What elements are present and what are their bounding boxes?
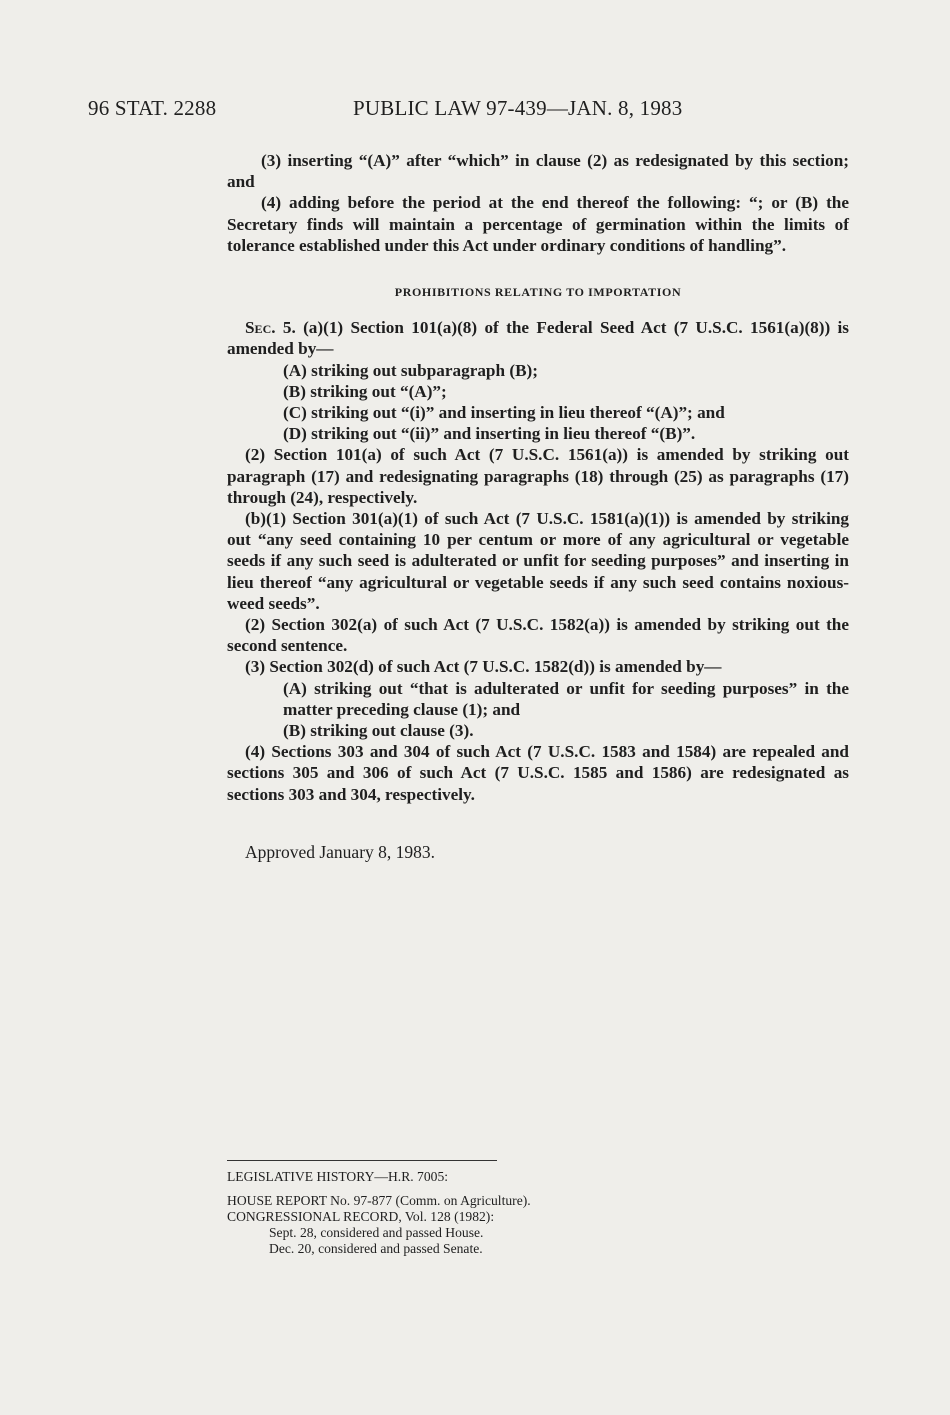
congressional-record: CONGRESSIONAL RECORD, Vol. 128 (1982): xyxy=(227,1209,495,1224)
clause-d: (D) striking out “(ii)” and inserting in lieu thereof “(B)”. xyxy=(283,424,696,444)
paragraph-a2: (2) Section 101(a) of such Act (7 U.S.C. 1561(a)) is amended by striking out paragraph (17) and redesignating paragraphs (18) through (25) as paragraphs (17) through (24), respectively. xyxy=(227,445,849,507)
paragraph-4: (4) adding before the period at the end thereof the following: “; or (B) the Secretary finds will maintain a percentage of germination within the limits of tolerance established under this Act under ordinary conditions of handling”. xyxy=(227,193,849,255)
clause-c: (C) striking out “(i)” and inserting in lieu thereof “(A)”; and xyxy=(283,403,725,423)
law-text xyxy=(227,150,849,805)
paragraph-b4: (4) Sections 303 and 304 of such Act (7 U.S.C. 1583 and 1584) are repealed and sections 305 and 306 of such Act (7 U.S.C. 1585 and 1586) are redesignated as sections 303 and 304, respectively. xyxy=(227,742,849,804)
public-law-title: PUBLIC LAW 97-439—JAN. 8, 1983 xyxy=(353,96,683,120)
paragraph-b2: (2) Section 302(a) of such Act (7 U.S.C. 1582(a)) is amended by striking out the second sentence. xyxy=(227,615,849,656)
paragraph-b3: (3) Section 302(d) of such Act (7 U.S.C. 1582(d)) is amended by— xyxy=(245,657,722,677)
approval-date: Approved January 8, 1983. xyxy=(245,842,436,862)
senate-passage: Dec. 20, considered and passed Senate. xyxy=(269,1241,483,1256)
section-5-intro xyxy=(227,317,849,359)
house-report: HOUSE REPORT No. 97-877 (Comm. on Agriculture). xyxy=(227,1193,531,1208)
paragraph-3: (3) inserting “(A)” after “which” in clause (2) as redesignated by this section; and xyxy=(227,151,849,192)
house-passage: Sept. 28, considered and passed House. xyxy=(269,1225,484,1240)
section-heading: PROHIBITIONS RELATING TO IMPORTATION xyxy=(394,285,682,300)
clause-a: (A) striking out subparagraph (B); xyxy=(283,360,538,380)
legislative-history-title: LEGISLATIVE HISTORY—H.R. 7005: xyxy=(227,1160,497,1185)
statute-page-number: 96 STAT. 2288 xyxy=(88,96,217,120)
legislative-history xyxy=(227,1160,747,1257)
page-header xyxy=(88,96,748,130)
paragraph-b1: (b)(1) Section 301(a)(1) of such Act (7 U.S.C. 1581(a)(1)) is amended by striking out “any seed containing 10 per centum or more of any agricultural or vegetable seeds if any such seed is adulterated or unfit for seeding purposes” and inserting in lieu thereof “any agricultural or vegetable seeds if any such seed contains noxious-weed seeds”. xyxy=(227,509,849,613)
clause-b: (B) striking out “(A)”; xyxy=(283,381,447,401)
section-5-text: 5. (a)(1) Section 101(a)(8) of the Federal Seed Act (7 U.S.C. 1561(a)(8)) is amended by— xyxy=(227,318,849,359)
clause-b3-a: (A) striking out “that is adulterated or unfit for seeding purposes” in the matter preceding clause (1); and xyxy=(283,678,849,719)
clause-b3-b: (B) striking out clause (3). xyxy=(283,721,474,741)
sec-label: Sec. xyxy=(245,318,276,338)
